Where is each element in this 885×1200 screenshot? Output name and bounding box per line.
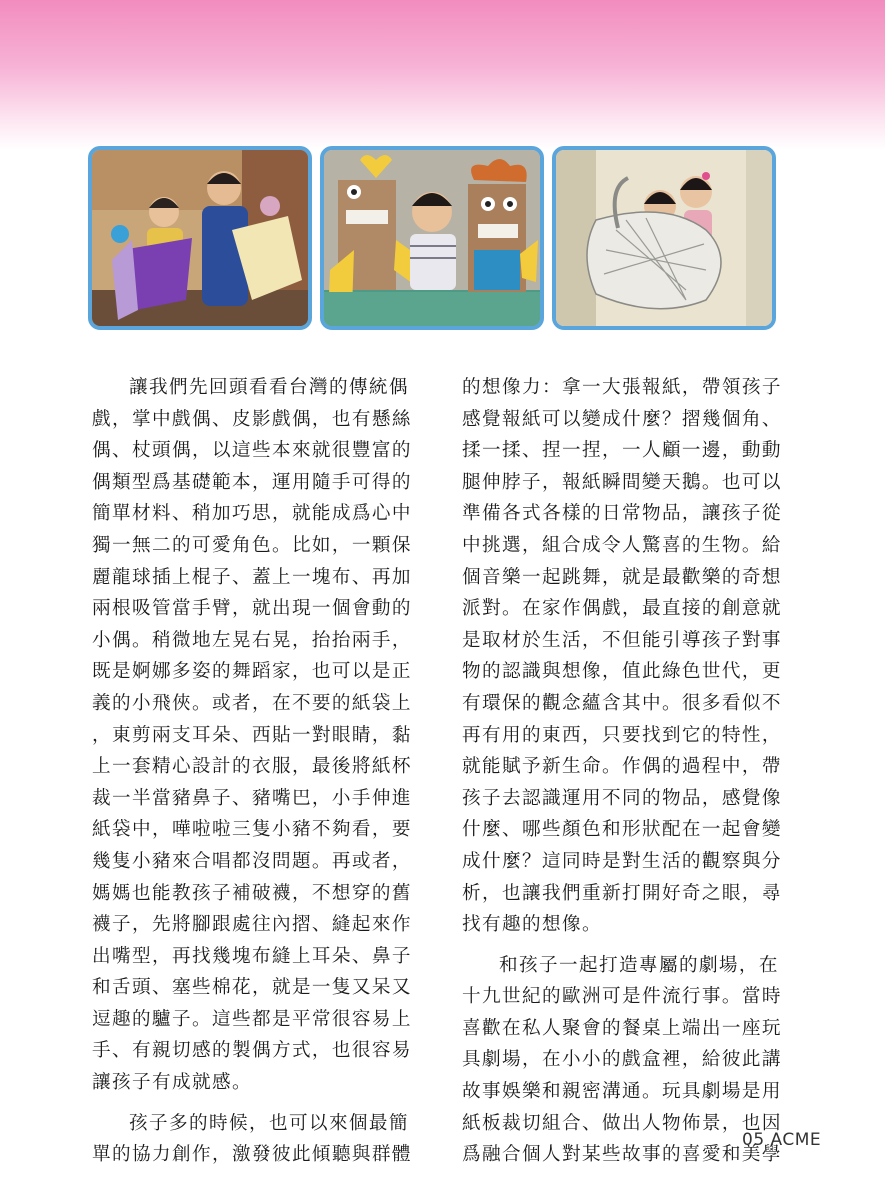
paragraph-line: 單的協力創作，激發彼此傾聽與群體 [92, 1144, 412, 1166]
paragraph-line: 成什麼？這同時是對生活的觀察與分 [462, 850, 782, 872]
paragraph-line: 獨一無二的可愛角色。比如，一顆保 [92, 534, 412, 556]
article-column-left [92, 372, 437, 1171]
header-pink-band [0, 0, 885, 150]
paragraph-line: 媽媽也能教孩子補破襪，不想穿的舊 [92, 882, 412, 904]
paragraph-line: 物的認識與想像，值此綠色世代，更 [462, 661, 782, 683]
paragraph-line: 兩根吸管當手臂，就出現一個會動的 [92, 598, 412, 620]
paragraph-line: 的想像力：拿一大張報紙，帶領孩子 [462, 377, 782, 398]
paragraph-line: 派對。在家作偶戲，最直接的創意就 [462, 598, 782, 620]
paragraph-line: 出嘴型，再找幾塊布縫上耳朵、鼻子 [92, 945, 412, 967]
paragraph-line: 十九世紀的歐洲可是件流行事。當時 [462, 986, 782, 1008]
paragraph-line: 再有用的東西，只要找到它的特性， [462, 724, 782, 746]
paragraph-line: 紙板裁切組合、做出人物佈景，也因 [462, 1112, 782, 1134]
paragraph-line: 喜歡在私人聚會的餐桌上端出一座玩 [462, 1017, 782, 1039]
paragraph-line: 感覺報紙可以變成什麼？摺幾個角、 [462, 408, 782, 430]
photo-two-boys-with-paper-puppets [88, 146, 312, 330]
paragraph-line: 偶、杖頭偶，以這些本來就很豐富的 [92, 440, 412, 462]
paragraph-line: 和舌頭、塞些棉花，就是一隻又呆又 [92, 977, 412, 999]
paragraph-line: 戲，掌中戲偶、皮影戲偶，也有懸絲 [92, 408, 412, 430]
paragraph-line: 析，也讓我們重新打開好奇之眼，尋 [462, 882, 782, 904]
paragraph-line: 幾隻小豬來合唱都沒問題。再或者， [92, 850, 412, 872]
photo-boy-with-paper-bag-puppets [320, 146, 544, 330]
paragraph-line: 襪子，先將腳跟處往內摺、縫起來作 [92, 914, 412, 936]
paragraph-line: 讓孩子有成就感。 [92, 1072, 252, 1094]
paragraph-line: 偶類型爲基礎範本，運用隨手可得的 [92, 471, 412, 493]
paragraph-line: 什麼、哪些顏色和形狀配在一起會變 [462, 819, 782, 841]
paragraph-line: 裁一半當豬鼻子、豬嘴巴，小手伸進 [92, 787, 412, 809]
paragraph-line: 是取材於生活，不但能引導孩子對事 [462, 629, 782, 651]
paragraph-line: 爲融合個人對某些故事的喜愛和美學 [462, 1144, 782, 1166]
paragraph-line: 義的小飛俠。或者，在不要的紙袋上 [92, 692, 412, 714]
paragraph-line: 中挑選，組合成令人驚喜的生物。給 [462, 534, 782, 556]
paragraph-line: 紙袋中，嘩啦啦三隻小豬不夠看，要 [92, 819, 412, 841]
paragraph-line: 個音樂一起跳舞，就是最歡樂的奇想 [462, 566, 782, 588]
photo-girls-with-newspaper-swan [552, 146, 776, 330]
paragraph-line: ，東剪兩支耳朵、西貼一對眼睛，黏 [92, 724, 412, 746]
paragraph-line: 腿伸脖子，報紙瞬間變天鵝。也可以 [462, 471, 782, 493]
paragraph-line: 小偶。稍微地左晃右晃，抬抬兩手， [92, 629, 412, 651]
page-number-label: 05 ACME [742, 1130, 822, 1150]
paragraph-line: 有環保的觀念蘊含其中。很多看似不 [462, 692, 782, 714]
paragraph-line: 既是婀娜多姿的舞蹈家，也可以是正 [92, 661, 412, 683]
paragraph-line: 孩子多的時候，也可以來個最簡 [129, 1112, 409, 1134]
paragraph-line: 讓我們先回頭看看台灣的傳統偶 [129, 377, 409, 398]
paragraph-line: 上一套精心設計的衣服，最後將紙杯 [92, 756, 412, 778]
paragraph-line: 找有趣的想像。 [462, 914, 602, 936]
article-column-right [462, 372, 807, 1171]
paragraph-line: 具劇場，在小小的戲盒裡，給彼此講 [462, 1049, 782, 1071]
paragraph-line: 簡單材料、稍加巧思，就能成爲心中 [92, 503, 412, 525]
paragraph-line: 故事娛樂和親密溝通。玩具劇場是用 [462, 1081, 782, 1103]
paragraph-line: 就能賦予新生命。作偶的過程中，帶 [462, 756, 782, 778]
paragraph-line: 手、有親切感的製偶方式，也很容易 [92, 1040, 412, 1062]
paragraph-line: 麗龍球插上棍子、蓋上一塊布、再加 [92, 566, 412, 588]
paragraph-line: 逗趣的驢子。這些都是平常很容易上 [92, 1008, 412, 1030]
paragraph-line: 和孩子一起打造專屬的劇場，在 [499, 954, 779, 976]
paragraph-line: 準備各式各樣的日常物品，讓孩子從 [462, 503, 782, 525]
paragraph-line: 孩子去認識運用不同的物品，感覺像 [462, 787, 782, 809]
paragraph-line: 揉一揉、捏一捏，一人顧一邊，動動 [462, 440, 782, 462]
